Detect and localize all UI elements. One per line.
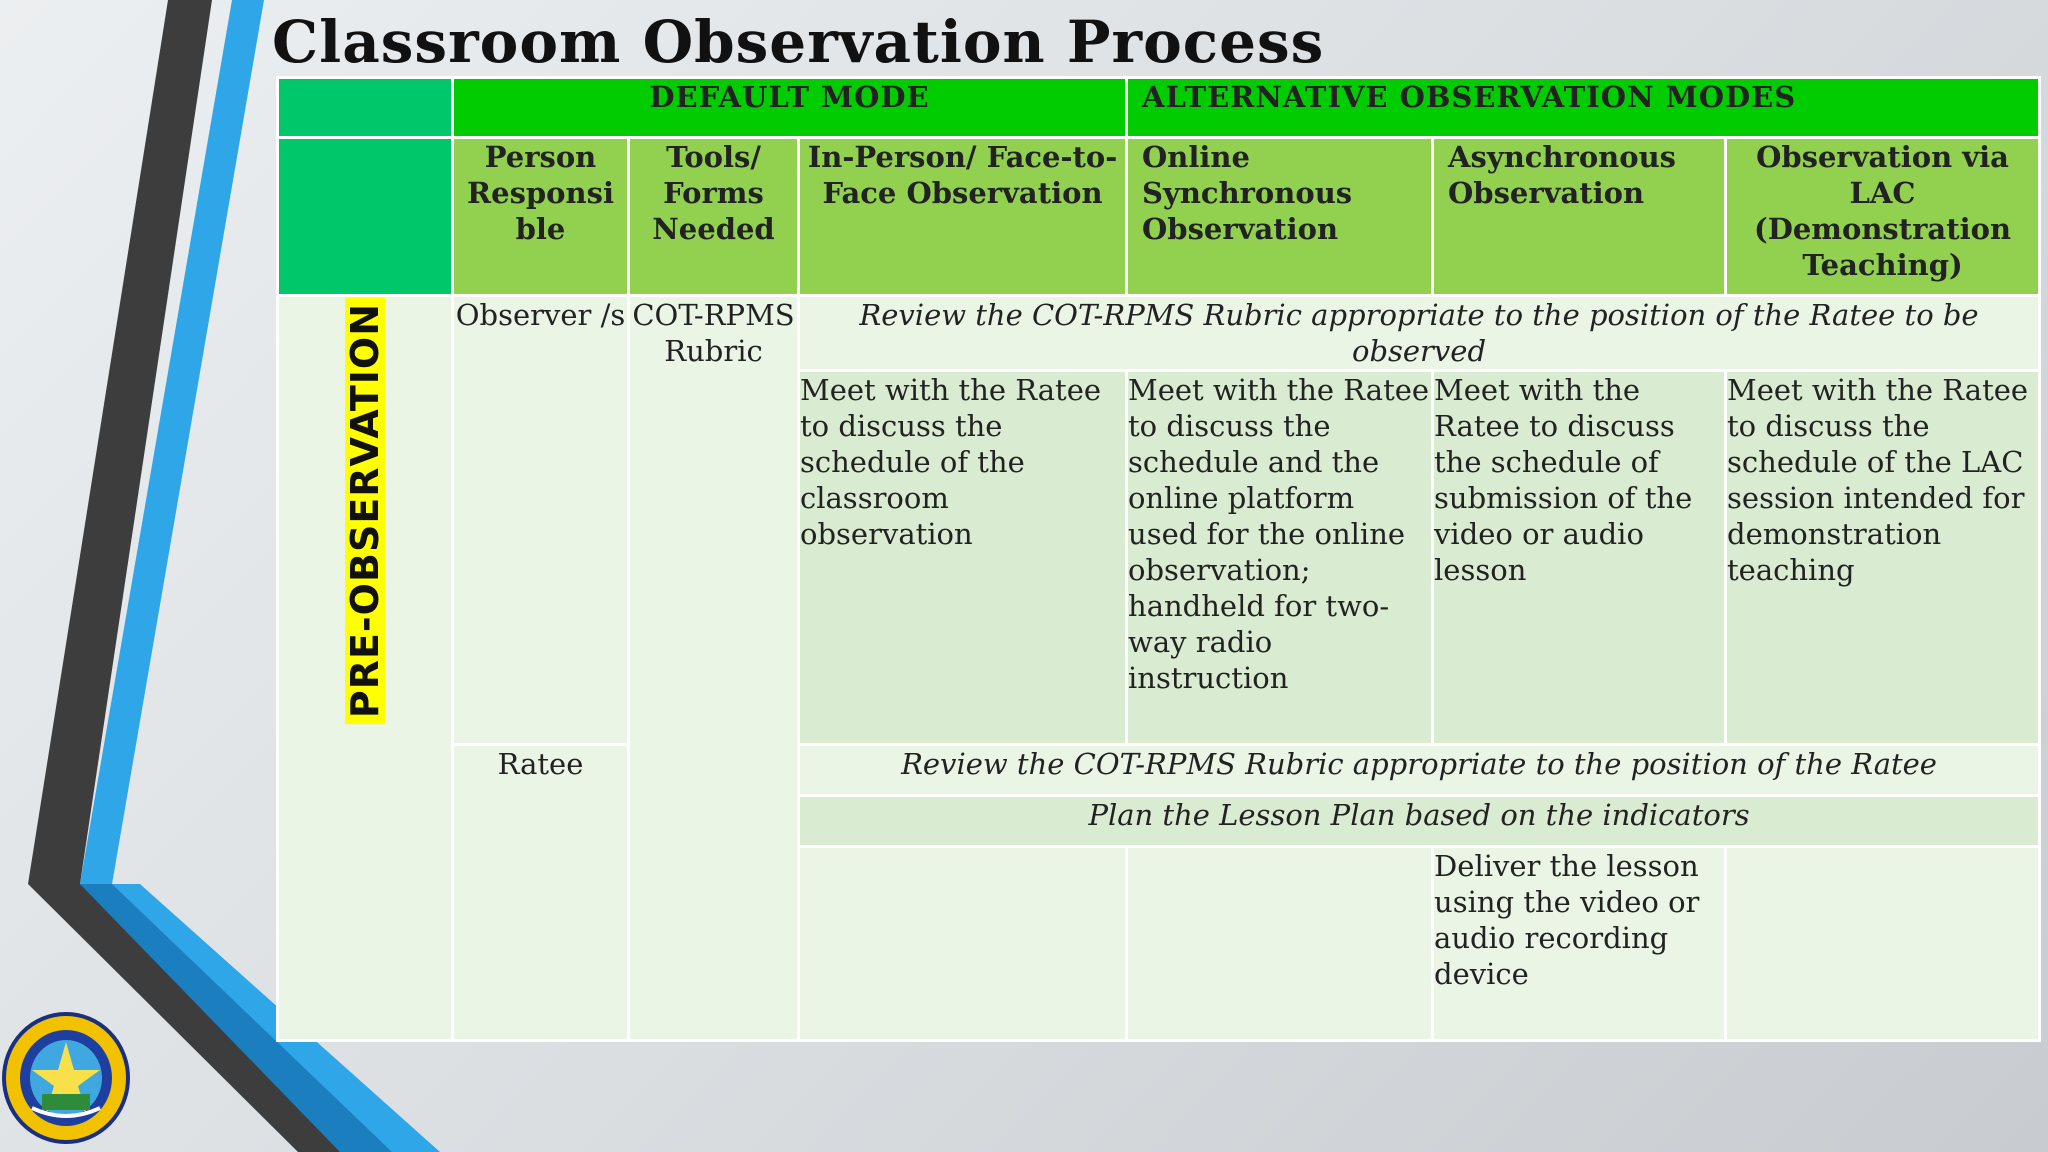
observer-online-sync-cell: Meet with the Ratee to discuss the schedule and the online platform used for the online observation; handheld for two-way radio instruction [1127,371,1433,745]
alternative-modes-header: ALTERNATIVE OBSERVATION MODES [1127,78,2040,138]
ratee-via-lac-cell [1726,847,2040,1041]
observer-review-row [278,296,2040,371]
header-tools-forms: Tools/ Forms Needed [629,138,799,296]
tool-cot-rpms: COT-RPMS Rubric [629,296,799,1041]
observer-via-lac-cell: Meet with the Ratee to discuss the schedule of the LAC session intended for demonstration teaching [1726,371,2040,745]
header-via-lac: Observation via LAC (Demonstration Teaching) [1726,138,2040,296]
person-observer: Observer /s [453,296,629,745]
ratee-review-banner: Review the COT-RPMS Rubric appropriate to the position of the Ratee [799,745,2040,796]
observer-review-banner: Review the COT-RPMS Rubric appropriate to the position of the Ratee to be observed [799,296,2040,371]
person-ratee: Ratee [453,745,629,1041]
ratee-plan-banner: Plan the Lesson Plan based on the indicators [799,796,2040,847]
header-person-responsible: Person Responsi ble [453,138,629,296]
header-asynchronous: Asynchronous Observation [1433,138,1726,296]
stage-cell [278,296,453,1041]
ratee-in-person-cell [799,847,1127,1041]
header-online-synchronous: Online Synchronous Observation [1127,138,1433,296]
observer-in-person-cell: Meet with the Ratee to discuss the schedule of the classroom observation [799,371,1127,745]
header-in-person: In-Person/ Face-to-Face Observation [799,138,1127,296]
stage-label: PRE-OBSERVATION [345,297,385,724]
observation-table [276,76,2041,1042]
default-mode-header: DEFAULT MODE [453,78,1127,138]
page-title: Classroom Observation Process [272,8,1325,76]
corner-cell [278,78,453,138]
ratee-online-sync-cell [1127,847,1433,1041]
deped-seal-icon [2,990,134,1144]
corner-cell-2 [278,138,453,296]
observer-asynchronous-cell: Meet with the Ratee to discuss the schedule of submission of the video or audio lesson [1433,371,1726,745]
ratee-review-row [278,745,2040,796]
column-header-row [278,138,2040,296]
mode-band-row [278,78,2040,138]
ratee-asynchronous-cell: Deliver the lesson using the video or audio recording device [1433,847,1726,1041]
